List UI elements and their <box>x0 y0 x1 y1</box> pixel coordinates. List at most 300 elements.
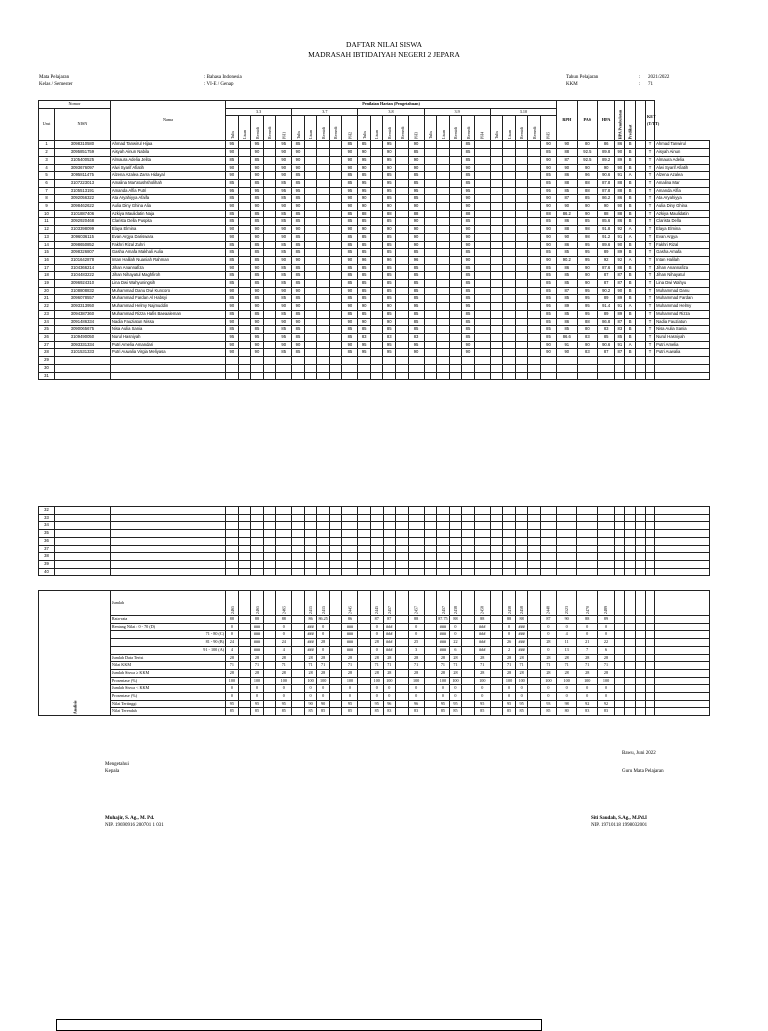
analysis-value: 0 <box>383 693 396 701</box>
empty-cell <box>577 560 598 568</box>
analysis-value: 0 <box>342 693 358 701</box>
analysis-row <box>39 669 710 677</box>
score-cell: 90 <box>408 164 424 172</box>
score-cell: 95 <box>251 141 264 149</box>
score-cell <box>317 272 330 280</box>
score-cell: 85 <box>383 195 396 203</box>
empty-cell <box>263 553 276 561</box>
empty-cell <box>424 616 437 624</box>
score-cell: 96 <box>383 256 396 264</box>
name-repeat-cell: Intan Halilah <box>655 256 710 264</box>
analysis-value: 71 <box>408 662 424 670</box>
empty-cell <box>396 522 409 530</box>
analysis-value: 85 <box>342 708 358 716</box>
jumlah-value: 2445 <box>342 591 358 616</box>
score-cell: 90 <box>462 195 475 203</box>
empty-cell <box>615 654 625 662</box>
score-cell: 85 <box>226 156 239 164</box>
score-cell: 90 <box>251 172 264 180</box>
name-cell: Nisa Aulia Sania <box>110 326 225 334</box>
nisn-cell: 3090065675 <box>54 326 110 334</box>
score-cell: 90 <box>540 349 556 357</box>
empty-cell <box>625 631 635 639</box>
empty-cell <box>329 522 342 530</box>
table-row <box>39 537 710 545</box>
score-cell <box>490 256 503 264</box>
mapel-label: Mata Pelajaran <box>39 75 70 80</box>
empty-cell <box>528 677 541 685</box>
empty-cell <box>358 553 371 561</box>
score-cell <box>515 326 528 334</box>
score-cell <box>263 172 276 180</box>
score-cell <box>263 333 276 341</box>
score-cell <box>263 303 276 311</box>
score-cell: 85 <box>226 249 239 257</box>
empty-cell <box>396 545 409 553</box>
empty-cell <box>528 623 541 631</box>
score-cell: 90 <box>276 226 292 234</box>
analysis-value: 88 <box>276 616 292 624</box>
empty-cell <box>276 568 292 576</box>
name-cell: Muhammad Helmy Najmuddin <box>110 303 225 311</box>
score-cell: 90 <box>276 287 292 295</box>
score-cell: 85 <box>462 218 475 226</box>
score-cell: 85 <box>462 272 475 280</box>
sub-header: Tulis <box>292 116 305 141</box>
pred-cell: B <box>625 287 635 295</box>
row-number: 34 <box>39 522 55 530</box>
score-cell <box>528 295 541 303</box>
score-cell <box>424 149 437 157</box>
sub-header: PH5 <box>540 116 556 141</box>
empty-cell <box>408 537 424 545</box>
empty-cell <box>528 708 541 716</box>
empty-cell <box>358 616 371 624</box>
empty-cell <box>276 507 292 515</box>
empty-cell <box>408 514 424 522</box>
pas-cell: 90 <box>577 280 598 288</box>
empty-cell <box>462 669 475 677</box>
score-cell: 90 <box>358 195 371 203</box>
analysis-value: 0 <box>503 685 516 693</box>
score-cell <box>437 287 450 295</box>
score-cell: 88 <box>540 210 556 218</box>
empty-cell <box>597 545 614 553</box>
score-cell: 85 <box>226 310 239 318</box>
score-cell <box>474 341 490 349</box>
score-cell: 90 <box>383 303 396 311</box>
jumlah-value: 2457 <box>408 591 424 616</box>
score-cell <box>238 326 251 334</box>
analysis-value: 83 <box>597 708 614 716</box>
empty-cell <box>370 372 383 380</box>
analysis-value: 28 <box>540 669 556 677</box>
empty-cell <box>226 545 239 553</box>
score-cell <box>304 310 317 318</box>
score-cell: 90 <box>540 156 556 164</box>
analysis-value: ### <box>515 646 528 654</box>
empty-cell <box>503 545 516 553</box>
empty-cell <box>490 669 503 677</box>
analysis-value: 88 <box>503 616 516 624</box>
analysis-value: 0 <box>342 685 358 693</box>
empty-cell <box>329 639 342 647</box>
empty-cell <box>226 530 239 538</box>
score-cell <box>396 187 409 195</box>
score-cell: 85 <box>226 280 239 288</box>
score-cell: 85 <box>292 141 305 149</box>
empty-cell <box>625 623 635 631</box>
pas-cell: 95 <box>577 310 598 318</box>
score-cell <box>515 233 528 241</box>
analysis-value: 95 <box>251 700 264 708</box>
score-cell <box>370 141 383 149</box>
score-cell: 85 <box>292 241 305 249</box>
empty-cell <box>556 560 577 568</box>
empty-cell <box>615 693 625 701</box>
score-cell: 90 <box>462 256 475 264</box>
pas-cell: 96 <box>577 172 598 180</box>
score-cell <box>449 287 462 295</box>
table-row <box>39 295 710 303</box>
empty-cell <box>396 662 409 670</box>
score-cell <box>528 172 541 180</box>
empty-cell <box>370 357 383 365</box>
analysis-value: 25 <box>408 639 424 647</box>
score-cell <box>515 210 528 218</box>
score-cell <box>370 233 383 241</box>
empty-cell <box>615 646 625 654</box>
row-number: 33 <box>39 514 55 522</box>
table-row <box>39 357 710 365</box>
empty-cell <box>329 568 342 576</box>
analysis-value: 4 <box>276 646 292 654</box>
score-cell: 95 <box>226 141 239 149</box>
analysis-value: 95 <box>226 700 239 708</box>
empty-cell <box>304 522 317 530</box>
score-cell <box>317 256 330 264</box>
kd-header: 3.10 <box>490 108 556 116</box>
table-row <box>39 568 710 576</box>
empty-cell <box>615 514 625 522</box>
row-number: 21 <box>39 295 55 303</box>
ket-cell: T <box>646 326 655 334</box>
analysis-value: 71 <box>515 662 528 670</box>
table-row <box>39 210 710 218</box>
empty-cell <box>424 677 437 685</box>
score-cell <box>503 187 516 195</box>
empty-cell <box>490 364 503 372</box>
empty-cell <box>462 631 475 639</box>
score-cell <box>437 149 450 157</box>
score-cell: 85 <box>251 156 264 164</box>
empty-cell <box>396 568 409 576</box>
empty-cell <box>462 616 475 624</box>
empty-cell <box>383 522 396 530</box>
analysis-value: 85 <box>317 708 330 716</box>
score-cell <box>528 210 541 218</box>
analysis-value: 0 <box>226 631 239 639</box>
empty-cell <box>358 537 371 545</box>
empty-cell <box>625 530 635 538</box>
score-cell <box>490 295 503 303</box>
hpa-cell: 89 <box>598 310 615 318</box>
score-cell <box>515 341 528 349</box>
score-cell <box>238 210 251 218</box>
score-cell <box>304 195 317 203</box>
analysis-value: ### <box>251 631 264 639</box>
empty-cell <box>490 654 503 662</box>
empty-cell <box>408 364 424 372</box>
table-row <box>39 310 710 318</box>
score-cell: 85 <box>540 280 556 288</box>
empty-cell <box>424 537 437 545</box>
score-cell <box>437 156 450 164</box>
tahun-label: Tahun Pelajaran <box>566 75 599 80</box>
analysis-row <box>39 685 710 693</box>
empty-cell <box>515 537 528 545</box>
score-cell <box>304 303 317 311</box>
score-cell: 95 <box>462 187 475 195</box>
name-cell: Amanda Alfia Putri <box>110 187 225 195</box>
empty-cell <box>556 553 577 561</box>
sub-header: Remidi <box>317 116 330 141</box>
score-cell <box>317 203 330 211</box>
empty-cell <box>556 530 577 538</box>
analysis-value: 28 <box>515 654 528 662</box>
score-cell: 85 <box>540 179 556 187</box>
empty-cell <box>292 685 305 693</box>
nisn-cell: 3107223013 <box>54 179 110 187</box>
score-cell: 85 <box>462 172 475 180</box>
score-cell: 85 <box>462 179 475 187</box>
score-cell <box>437 272 450 280</box>
score-cell: 85 <box>358 233 371 241</box>
empty-cell <box>358 530 371 538</box>
score-cell <box>424 287 437 295</box>
analysis-value: 83 <box>383 708 396 716</box>
ket-cell: T <box>646 164 655 172</box>
empty-cell <box>655 662 710 670</box>
pred-cell: B <box>625 141 635 149</box>
score-cell: 95 <box>358 349 371 357</box>
analysis-value: 24 <box>226 639 239 647</box>
score-cell <box>317 164 330 172</box>
score-cell: 85 <box>540 218 556 226</box>
score-cell <box>490 272 503 280</box>
score-cell <box>263 141 276 149</box>
analysis-value: 0 <box>474 693 490 701</box>
empty-cell <box>635 700 645 708</box>
row-number: 1 <box>39 141 55 149</box>
score-cell <box>396 318 409 326</box>
empty-cell <box>292 700 305 708</box>
score-cell <box>449 233 462 241</box>
hpa-header: HPA <box>598 101 615 141</box>
hpa-cell: 88 <box>598 210 615 218</box>
score-cell <box>437 280 450 288</box>
pb-cell: 92 <box>615 226 625 234</box>
pred-cell: A <box>625 303 635 311</box>
analysis-value: 100 <box>556 677 577 685</box>
score-cell: 85 <box>342 264 358 272</box>
score-cell: 90 <box>342 287 358 295</box>
hpa-cell: 86.8 <box>598 318 615 326</box>
empty-cell <box>635 654 645 662</box>
empty-cell <box>358 623 371 631</box>
ket-cell: T <box>646 341 655 349</box>
analysis-value: 100 <box>251 677 264 685</box>
empty-cell <box>396 623 409 631</box>
score-cell: 85 <box>276 272 292 280</box>
score-cell <box>515 333 528 341</box>
empty-cell <box>577 553 598 561</box>
score-cell: 90 <box>408 233 424 241</box>
score-cell: 90 <box>462 241 475 249</box>
score-cell <box>317 349 330 357</box>
rph-cell: 90 <box>557 349 578 357</box>
name-cell: Jihan Anannafiza <box>110 264 225 272</box>
score-cell <box>449 264 462 272</box>
score-cell <box>437 349 450 357</box>
score-cell: 85 <box>342 280 358 288</box>
score-cell <box>503 141 516 149</box>
empty-cell <box>396 693 409 701</box>
pred-cell: B <box>625 318 635 326</box>
empty-cell <box>598 372 615 380</box>
empty-cell <box>329 646 342 654</box>
score-cell: 90 <box>408 156 424 164</box>
row-number: 7 <box>39 187 55 195</box>
analysis-value: 100 <box>383 677 396 685</box>
empty-cell <box>490 631 503 639</box>
pas-cell: 90 <box>577 341 598 349</box>
empty-cell <box>317 364 330 372</box>
analysis-value: ### <box>304 639 317 647</box>
penilaian-header: Penilaian Harian (Pengetahuan) <box>226 101 557 109</box>
empty-cell <box>292 654 305 662</box>
empty-cell <box>424 654 437 662</box>
empty-cell <box>370 537 383 545</box>
score-cell <box>263 264 276 272</box>
analysis-value: 28 <box>251 669 264 677</box>
score-cell <box>490 287 503 295</box>
score-cell: 95 <box>358 187 371 195</box>
table-row <box>39 264 710 272</box>
empty-cell <box>625 677 635 685</box>
score-cell: 85 <box>462 318 475 326</box>
score-cell <box>263 156 276 164</box>
empty-cell <box>110 560 225 568</box>
score-cell: 90 <box>408 226 424 234</box>
score-cell <box>424 156 437 164</box>
empty-cell <box>370 507 383 515</box>
empty-cell <box>251 568 264 576</box>
empty-cell <box>515 372 528 380</box>
blank-cell <box>635 272 645 280</box>
score-cell <box>238 272 251 280</box>
empty-cell <box>342 537 358 545</box>
empty-cell <box>396 530 409 538</box>
signature-right-role: Guru Mata Pelajaran <box>622 769 664 774</box>
empty-cell <box>263 530 276 538</box>
table-row <box>39 507 710 515</box>
table-row <box>39 333 710 341</box>
score-cell <box>528 272 541 280</box>
empty-cell <box>615 639 625 647</box>
score-cell <box>329 287 342 295</box>
score-cell: 85 <box>462 149 475 157</box>
row-number: 4 <box>39 164 55 172</box>
score-cell: 85 <box>276 349 292 357</box>
empty-cell <box>54 507 110 515</box>
jumlah-value: 2465 <box>251 591 264 616</box>
analysis-label: Jumlah Data Terisi <box>110 654 225 662</box>
pas-cell: 92.5 <box>577 156 598 164</box>
hpa-cell: 87.8 <box>598 187 615 195</box>
pb-cell: 88 <box>615 210 625 218</box>
pred-cell: B <box>625 195 635 203</box>
empty-cell <box>424 372 437 380</box>
name-cell: Intan Halilah Nuaniah Rahman <box>110 256 225 264</box>
analysis-value: 0 <box>503 631 516 639</box>
ket-cell: T <box>646 149 655 157</box>
ket-header: KET (T/TT) <box>646 101 655 141</box>
score-cell: 85 <box>408 295 424 303</box>
empty-cell <box>238 639 251 647</box>
score-cell <box>424 264 437 272</box>
analysis-value: ### <box>342 623 358 631</box>
score-cell <box>437 310 450 318</box>
empty-cell <box>329 507 342 515</box>
analysis-value: 100 <box>408 677 424 685</box>
score-cell <box>424 226 437 234</box>
empty-cell <box>292 507 305 515</box>
score-cell <box>238 341 251 349</box>
nisn-cell: 3092056322 <box>54 195 110 203</box>
pred-cell: A <box>625 226 635 234</box>
pb-cell: 90 <box>615 241 625 249</box>
score-cell <box>515 241 528 249</box>
score-cell: 90 <box>540 341 556 349</box>
score-cell <box>528 241 541 249</box>
score-cell <box>490 341 503 349</box>
analysis-value: ### <box>474 646 490 654</box>
empty-cell <box>635 522 645 530</box>
empty-cell <box>424 623 437 631</box>
score-cell: 95 <box>383 341 396 349</box>
empty-cell <box>437 560 450 568</box>
empty-cell <box>263 631 276 639</box>
pred-cell: B <box>625 210 635 218</box>
score-cell <box>263 210 276 218</box>
empty-cell <box>437 372 450 380</box>
score-cell: 85 <box>462 280 475 288</box>
empty-cell <box>503 537 516 545</box>
analysis-value: 80 <box>556 708 577 716</box>
empty-cell <box>635 530 645 538</box>
score-cell <box>437 203 450 211</box>
empty-cell <box>342 553 358 561</box>
empty-cell <box>462 568 475 576</box>
empty-cell <box>292 662 305 670</box>
pb-cell: 87 <box>615 318 625 326</box>
empty-cell <box>238 700 251 708</box>
score-cell: 90 <box>226 203 239 211</box>
blank-cell <box>635 187 645 195</box>
analysis-value: 0 <box>437 693 450 701</box>
score-cell <box>317 187 330 195</box>
